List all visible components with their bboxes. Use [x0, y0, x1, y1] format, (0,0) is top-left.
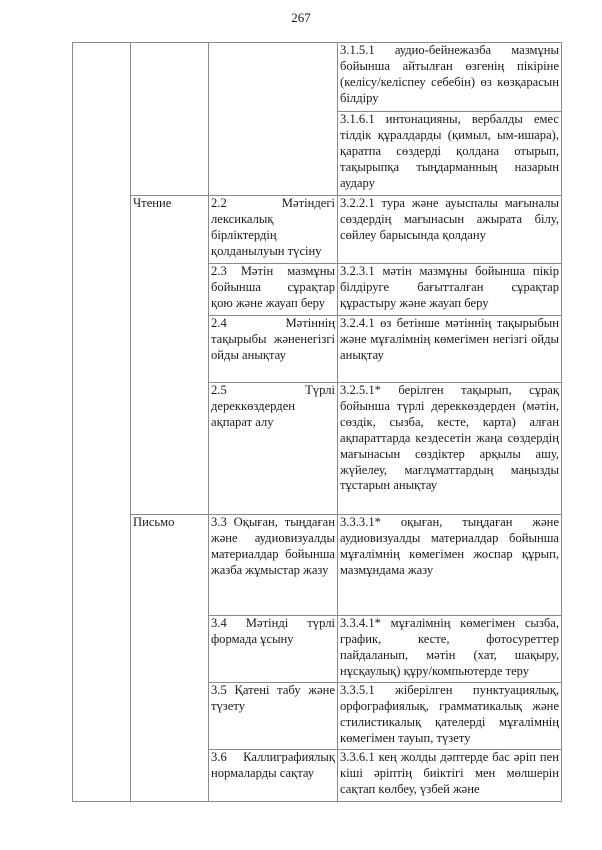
- outcome-cell: 3.2.3.1 мәтін мазмұны бойынша пікір білдіруге бағытталған сұрақтар құрастыру және жауап беру: [338, 264, 562, 316]
- curriculum-table: [72, 42, 562, 802]
- objective-cell: 3.4 Мәтінді түрлі формада ұсыну: [209, 616, 338, 683]
- section-cell: Письмо: [131, 515, 209, 802]
- outcome-cell: 3.3.3.1* оқыған, тыңдаған және аудиовизуалды материалдар бойынша мұғалімнің көмегімен жоспар құрып, мазмұндама жазу: [338, 515, 562, 616]
- table-row: [73, 43, 562, 112]
- objective-cell: [209, 43, 338, 196]
- objective-cell: 3.3 Оқыған, тыңдаған және аудиовизуалды материалдар бойынша жазба жұмыстар жазу: [209, 515, 338, 616]
- objective-cell: 2.3 Мәтін мазмұны бойынша сұрақтар қою және жауап беру: [209, 264, 338, 316]
- objective-cell: 3.6 Каллиграфиялық нормаларды сақтау: [209, 750, 338, 802]
- outcome-cell: 3.3.6.1 кең жолды дәптерде бас әріп пен кіші әріптің биіктігі мен мөлшерін сақтап көлбеу, үзбей және: [338, 750, 562, 802]
- outcome-cell: 3.1.6.1 интонацияны, вербалды емес тілдік құралдарды (қимыл, ым-ишара), қаратпа сөздерді қолдана отырып, тақырыпқа тыңдарманның назарын аудару: [338, 112, 562, 196]
- table-row: [73, 196, 562, 264]
- section-cell: [131, 43, 209, 196]
- section-cell: Чтение: [131, 196, 209, 515]
- outcome-cell: 3.3.5.1 жіберілген пунктуациялық, орфографиялық, грамматикалық және стилистикалық қателерді мұғалімнің көмегімен тауып, түзету: [338, 683, 562, 750]
- table-row: [73, 515, 562, 616]
- objective-cell: 3.5 Қатені табу және түзету: [209, 683, 338, 750]
- outcome-cell: 3.2.4.1 өз бетінше мәтіннің тақырыбын және мұғалімнің көмегімен негізгі ойды анықтау: [338, 316, 562, 383]
- page-number: 267: [291, 10, 311, 25]
- objective-cell: 2.4 Мәтіннің тақырыбы жәненегізгі ойды анықтау: [209, 316, 338, 383]
- outcome-cell: 3.1.5.1 аудио-бейнежазба мазмұны бойынша айтылған өзгенің пікіріне (келісу/келіспеу себебін) өз көзқарасын білдіру: [338, 43, 562, 112]
- outcome-cell: 3.2.2.1 тура және ауыспалы мағыналы сөздердің мағынасын ажырата білу, сөйлеу барысында қолдану: [338, 196, 562, 264]
- first-column-cell: [73, 43, 131, 802]
- outcome-cell: 3.2.5.1* берілген тақырып, сұрақ бойынша түрлі дереккөздерден (мәтін, сөздік, сызба, кесте, карта) алған ақпараттарда кездесетін жаңа сөздердің мағынасын сөздіктер арқылы ашу, жүйелеу, мағлұматтардың маңызды тұстарын анықтау: [338, 383, 562, 515]
- outcome-cell: 3.3.4.1* мұғалімнің көмегімен сызба, график, кесте, фотосуреттер пайдаланып, мәтін (хат, шақыру, нұсқаулық) құру/компьютерде теру: [338, 616, 562, 683]
- objective-cell: 2.5 Түрлі дереккөздерден ақпарат алу: [209, 383, 338, 515]
- objective-cell: 2.2 Мәтіндегі лексикалық бірліктердің қолданылуын түсіну: [209, 196, 338, 264]
